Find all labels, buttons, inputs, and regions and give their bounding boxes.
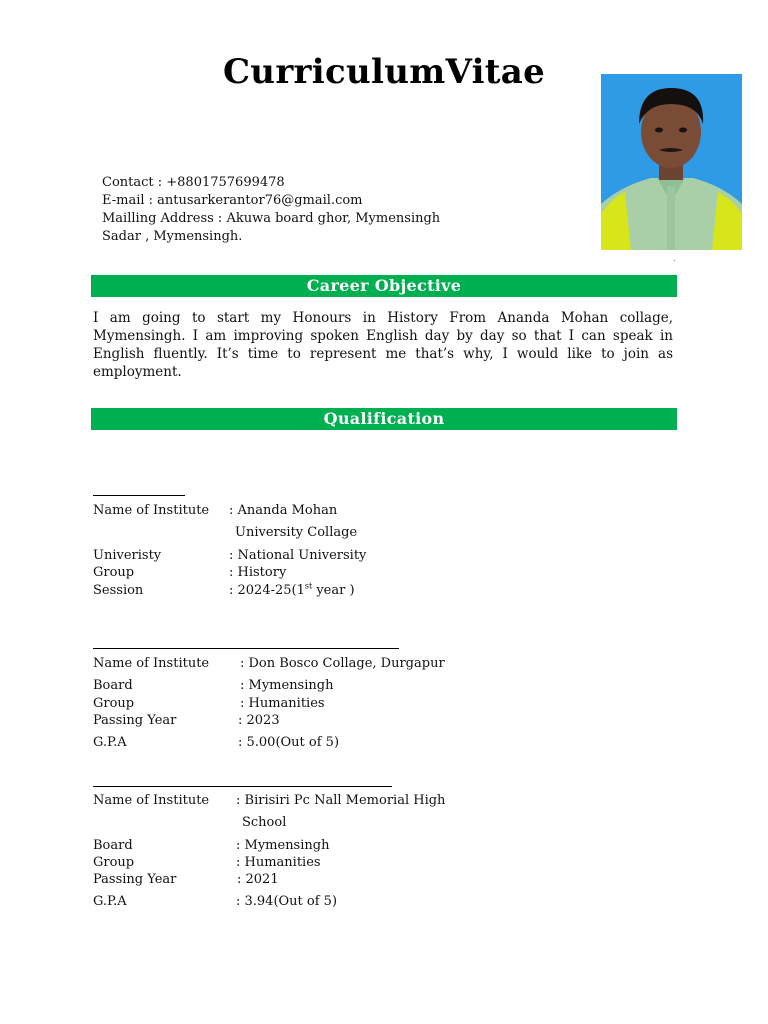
q1-institute-label: Name of Institute bbox=[93, 503, 210, 518]
q2-board-value: : Mymensingh bbox=[240, 678, 334, 693]
q3-group-label: Group bbox=[93, 855, 135, 870]
divider-rule bbox=[93, 648, 399, 649]
q2-board-label: Board bbox=[93, 678, 133, 693]
contact-block bbox=[102, 174, 440, 246]
q3-institute-label: Name of Institute bbox=[93, 793, 210, 808]
q1-group-label: Group bbox=[93, 565, 135, 580]
cv-title: CurriculumVitae bbox=[222, 52, 546, 92]
q2-group-label: Group bbox=[93, 696, 135, 711]
q2-institute-value: : Don Bosco Collage, Durgapur bbox=[240, 656, 445, 671]
stray-dot: . bbox=[673, 254, 676, 263]
contact-address-line1: Mailling Address : Akuwa board ghor, Mymensingh bbox=[102, 211, 441, 226]
q2-gpa-value: : 5.00(Out of 5) bbox=[238, 735, 340, 750]
q1-session-sup: st bbox=[304, 581, 313, 591]
divider-rule bbox=[93, 495, 185, 496]
q1-institute-value-2: University Collage bbox=[235, 525, 358, 540]
q2-gpa-label: G.P.A bbox=[93, 735, 127, 750]
q3-group-value: : Humanities bbox=[236, 855, 321, 870]
portrait-photo-icon bbox=[601, 74, 742, 250]
career-objective-text: I am going to start my Honours in History From Ananda Mohan collage, Mymensingh. I am improving spoken English day by day so that I can speak in English fluently. It’s time to represent me that’s why, I would like to join as employment. bbox=[93, 310, 673, 380]
q2-year-label: Passing Year bbox=[93, 713, 177, 728]
portrait-photo bbox=[601, 74, 742, 250]
divider-rule bbox=[93, 786, 392, 787]
q1-session-value-pre: : 2024-25(1 bbox=[229, 583, 305, 598]
q3-board-value: : Mymensingh bbox=[236, 838, 330, 853]
q3-gpa-value: : 3.94(Out of 5) bbox=[236, 894, 338, 909]
q1-institute-value: : Ananda Mohan bbox=[229, 503, 338, 518]
q3-institute-value-2: School bbox=[242, 815, 287, 830]
q3-institute-value: : Birisiri Pc Nall Memorial High bbox=[236, 793, 446, 808]
contact-phone: Contact : +8801757699478 bbox=[102, 175, 285, 190]
qualification-heading: Qualification bbox=[91, 408, 677, 430]
q1-session-label: Session bbox=[93, 583, 144, 598]
q1-session-value bbox=[229, 582, 355, 600]
q2-institute-label: Name of Institute bbox=[93, 656, 210, 671]
q1-university-label: Univeristy bbox=[93, 548, 162, 563]
q2-year-value: : 2023 bbox=[238, 713, 280, 728]
q1-group-value: : History bbox=[229, 565, 287, 580]
q3-gpa-label: G.P.A bbox=[93, 894, 127, 909]
contact-address-line2: Sadar , Mymensingh. bbox=[102, 229, 243, 244]
career-objective-heading: Career Objective bbox=[91, 275, 677, 297]
q1-session-value-post: year ) bbox=[312, 583, 355, 598]
q2-group-value: : Humanities bbox=[240, 696, 325, 711]
q1-university-value: : National University bbox=[229, 548, 367, 563]
q3-year-label: Passing Year bbox=[93, 872, 177, 887]
contact-email: E-mail : antusarkerantor76@gmail.com bbox=[102, 193, 363, 208]
q3-board-label: Board bbox=[93, 838, 133, 853]
q3-year-value: : 2021 bbox=[237, 872, 279, 887]
